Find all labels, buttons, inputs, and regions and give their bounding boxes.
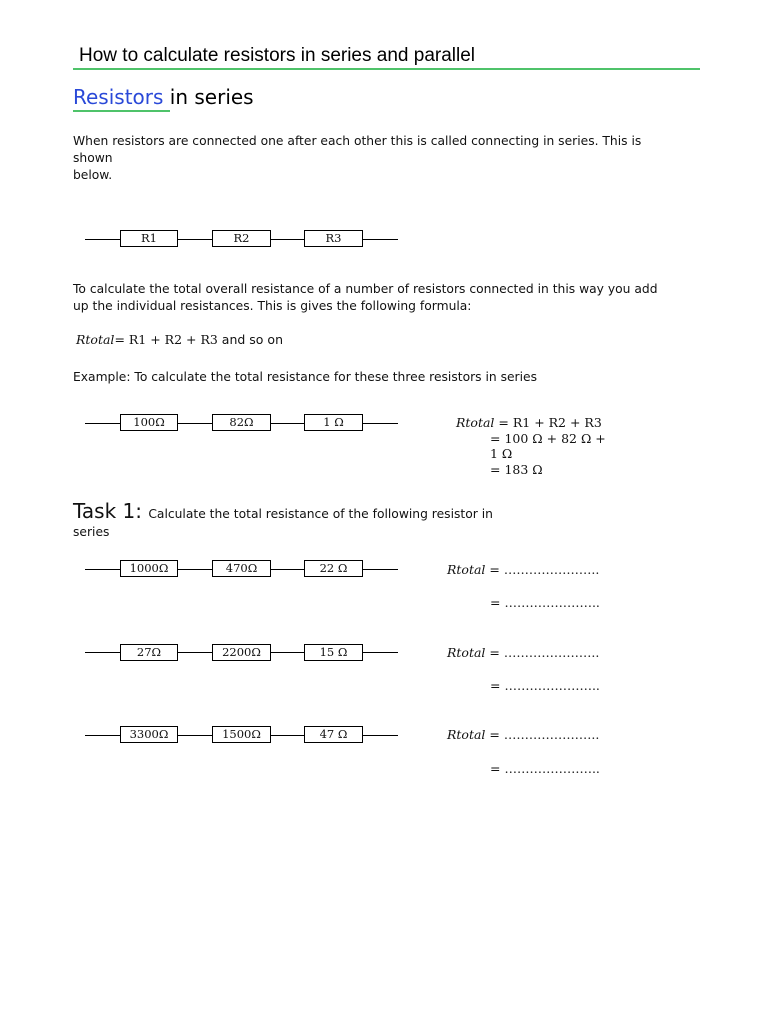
intro-line-2: below. [73, 168, 113, 182]
resistor-r2: 82Ω [212, 414, 271, 431]
explain-paragraph [73, 281, 683, 315]
task-text-line-2: series [73, 525, 110, 539]
answer-line-1a [447, 562, 599, 578]
intro-line-1: When resistors are connected one after each other this is called connecting in series. This is shown [73, 134, 642, 165]
resistor-r1: 100Ω [120, 414, 178, 431]
calc-line-4: = 183 Ω [490, 461, 543, 477]
resistors-link[interactable]: Resistors [73, 85, 170, 112]
example-calculation [456, 415, 606, 477]
calc-line-3: 1 Ω [490, 446, 513, 461]
heading-rest: in series [169, 85, 254, 109]
calc-line-2: = 100 Ω + 82 Ω + [490, 430, 606, 446]
resistor-r2: 2200Ω [212, 644, 271, 661]
example-text: Example: To calculate the total resistance for these three resistors in series [73, 370, 538, 384]
formula-rhs: = R1 + R2 + R3 [114, 332, 218, 347]
task-label: Task 1: [73, 499, 142, 523]
answer-line-3b[interactable]: = ………………….. [490, 761, 600, 776]
resistor-r3: 1 Ω [304, 414, 363, 431]
rtotal-label: Rtotal [447, 562, 486, 577]
title-divider [73, 68, 700, 70]
formula-suffix: and so on [217, 332, 283, 347]
rtotal-label: Rtotal [447, 727, 486, 742]
resistor-r1: 3300Ω [120, 726, 178, 743]
resistor-r1: 1000Ω [120, 560, 178, 577]
resistor-r2: 1500Ω [212, 726, 271, 743]
task-text-line-1: Calculate the total resistance of the following resistor in [148, 507, 493, 521]
resistor-r3: 47 Ω [304, 726, 363, 743]
answer-blank[interactable]: = ………………….. [485, 727, 600, 742]
answer-line-1b[interactable]: = ………………….. [490, 595, 600, 610]
section-heading [73, 85, 254, 109]
calc-rhs: = R1 + R2 + R3 [494, 415, 602, 430]
resistor-r3: R3 [304, 230, 363, 247]
answer-blank[interactable]: = ………………….. [485, 645, 600, 660]
explain-line-2: up the individual resistances. This is gives the following formula: [73, 299, 472, 313]
rtotal-label: Rtotal [447, 645, 486, 660]
series-formula [76, 332, 283, 347]
resistor-r1: R1 [120, 230, 178, 247]
answer-line-2b[interactable]: = ………………….. [490, 678, 600, 693]
formula-lhs: Rtotal [76, 332, 115, 347]
intro-paragraph [73, 133, 683, 184]
answer-blank[interactable]: = ………………….. [485, 562, 600, 577]
answer-line-2a [447, 645, 599, 661]
resistor-r2: 470Ω [212, 560, 271, 577]
explain-line-1: To calculate the total overall resistance of a number of resistors connected in this way you add [73, 282, 658, 296]
resistor-r3: 15 Ω [304, 644, 363, 661]
resistor-r2: R2 [212, 230, 271, 247]
resistor-r3: 22 Ω [304, 560, 363, 577]
resistor-r1: 27Ω [120, 644, 178, 661]
task-heading [73, 499, 493, 523]
answer-line-3a [447, 727, 599, 743]
page-title: How to calculate resistors in series and parallel [79, 45, 476, 66]
calc-lhs: Rtotal [456, 415, 495, 430]
